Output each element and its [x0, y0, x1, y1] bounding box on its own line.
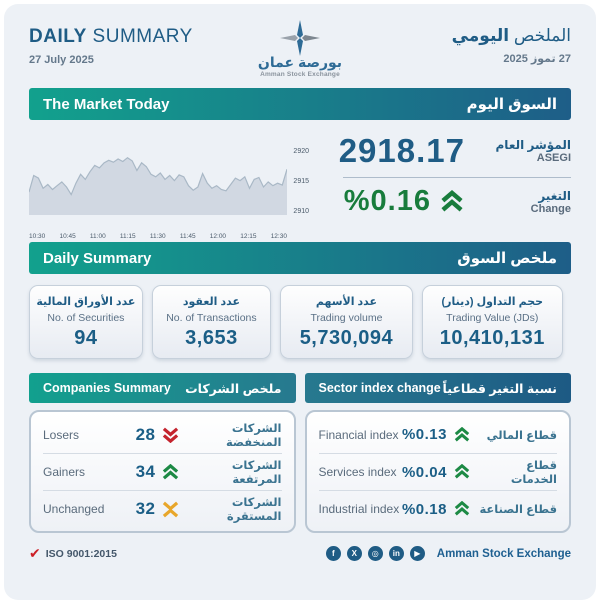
index-chart: [29, 140, 309, 240]
stat-card-value: [422, 285, 563, 359]
change-value: %0.16: [343, 185, 431, 217]
checkmark-icon: ✔: [29, 545, 41, 561]
y-tick: 2920: [293, 148, 309, 155]
header: [4, 4, 596, 78]
unchanged-chevrons-icon: [161, 501, 180, 518]
market-today-title-en: The Market Today: [43, 95, 170, 113]
companies-summary-title-ar: ملخص الشركات: [185, 381, 282, 396]
stat-label-en: No. of Securities: [47, 312, 125, 324]
stat-value: 5,730,094: [299, 327, 394, 349]
row-value: 34: [135, 462, 156, 481]
footer-social: [326, 546, 571, 561]
sector-index-section: [305, 373, 572, 533]
row-label-ar: الشركات المنخفضة: [225, 422, 282, 449]
row-label-en: Financial index: [318, 427, 399, 442]
double-chevron-up-icon: [453, 501, 471, 517]
stat-card-securities: [29, 285, 143, 359]
market-today-section: [4, 120, 596, 242]
row-label-ar: قطاع الصناعة: [479, 504, 557, 516]
double-chevron-up-icon: [161, 464, 180, 481]
row-label-en: Gainers: [43, 465, 86, 479]
linkedin-icon[interactable]: in: [389, 546, 404, 561]
logo-name-english: Amman Stock Exchange: [260, 71, 340, 78]
losers-row: [43, 416, 282, 453]
stat-value: 3,653: [185, 327, 238, 349]
companies-summary-title-en: Companies Summary: [43, 381, 171, 395]
row-value: %0.04: [401, 463, 447, 481]
sector-index-panel: [305, 410, 572, 533]
iso-label: ISO 9001:2015: [45, 547, 117, 560]
stat-label-en: Trading Value (JDs): [446, 312, 539, 324]
page-title-ar-normal: الملخص: [509, 26, 571, 45]
row-label-en: Services index: [318, 465, 397, 479]
gainers-row: [43, 453, 282, 490]
youtube-icon[interactable]: ▶: [410, 546, 425, 561]
double-chevron-up-icon: [453, 464, 471, 480]
row-label-en: Losers: [43, 427, 80, 442]
divider: [343, 177, 571, 178]
page-title-en-rest: SUMMARY: [86, 26, 193, 47]
stat-value: 94: [74, 327, 98, 349]
x-tick: 12:15: [240, 233, 257, 240]
row-value: 28: [135, 424, 156, 444]
index-summary: [309, 132, 571, 232]
companies-summary-panel: [29, 410, 296, 533]
page-title-en-bold: DAILY: [29, 26, 87, 47]
date-en: 27 July 2025: [29, 54, 94, 66]
change-label-en: Change: [530, 202, 571, 215]
companies-summary-banner: [29, 373, 296, 403]
double-chevron-down-icon: [161, 426, 180, 443]
index-area-chart: [29, 145, 287, 219]
stat-value: 10,410,131: [439, 327, 545, 349]
row-value: 32: [135, 499, 156, 518]
footer-brand: Amman Stock Exchange: [436, 547, 571, 560]
sector-index-title-ar: نسبة التغير قطاعياً: [442, 381, 557, 396]
page-title-ar: [386, 26, 571, 46]
stat-label-ar: عدد الأوراق المالية: [36, 296, 136, 308]
ase-logo: [240, 20, 360, 78]
iso-badge: [29, 545, 117, 562]
financial-index-row: [319, 416, 558, 453]
index-label-ar: المؤشر العام: [495, 138, 571, 152]
page-title-en: [29, 26, 214, 48]
x-twitter-icon[interactable]: X: [347, 546, 362, 561]
stat-label-en: No. of Transactions: [166, 312, 257, 324]
y-tick: 2915: [293, 178, 309, 185]
sector-index-title-en: Sector index change: [318, 381, 441, 395]
header-left: [29, 26, 214, 66]
row-value: %0.18: [401, 500, 447, 518]
daily-summary-page: [4, 4, 596, 600]
row-value: %0.13: [401, 426, 447, 443]
stat-label-ar: حجم التداول (دينار): [441, 296, 544, 308]
index-label-en: ASEGI: [536, 152, 571, 164]
stat-card-volume: [280, 285, 413, 359]
daily-summary-title-ar: ملخص السوق: [457, 250, 557, 267]
facebook-icon[interactable]: f: [326, 546, 341, 561]
page-title-ar-bold: اليومي: [451, 26, 510, 45]
services-index-row: [319, 453, 558, 490]
logo-name-arabic: بورصة عمان: [257, 54, 343, 70]
row-label-ar: الشركات المرتفعة: [231, 460, 282, 486]
stats-row: [29, 285, 571, 359]
x-tick: 12:00: [209, 233, 227, 240]
chart-y-axis: [289, 140, 309, 218]
header-right: [386, 26, 571, 65]
chart-x-axis: [29, 233, 287, 240]
stat-label-ar: عدد الأسهم: [315, 296, 378, 308]
daily-summary-title-en: Daily Summary: [43, 249, 152, 267]
market-today-banner: [29, 88, 571, 120]
change-label-ar: التغير: [538, 188, 571, 203]
market-today-title-ar: السوق اليوم: [466, 96, 557, 113]
industrial-index-row: [319, 490, 558, 527]
unchanged-row: [43, 490, 282, 527]
double-chevron-up-icon: [453, 427, 471, 443]
date-ar: 27 تموز 2025: [503, 53, 571, 65]
footer: [29, 545, 571, 562]
double-chevron-up-icon: [439, 190, 465, 214]
ase-star-icon: [280, 20, 320, 56]
row-label-ar: الشركات المستقرة: [226, 497, 282, 523]
x-tick: 10:45: [59, 233, 76, 240]
sector-index-banner: [305, 373, 572, 403]
index-value: 2918.17: [338, 132, 465, 169]
x-tick: 10:30: [29, 233, 46, 240]
x-tick: 11:15: [119, 233, 136, 240]
x-tick: 11:30: [149, 233, 166, 240]
x-tick: 11:00: [89, 233, 106, 240]
index-change: [344, 185, 465, 218]
instagram-icon[interactable]: ◎: [368, 546, 383, 561]
row-label-en: Industrial index: [318, 502, 400, 516]
stat-card-transactions: [152, 285, 271, 359]
stat-label-en: Trading volume: [310, 312, 383, 324]
x-tick: 12:30: [270, 233, 287, 240]
x-tick: 11:45: [179, 233, 196, 240]
row-label-ar: قطاع الخدمات: [510, 460, 557, 486]
stat-label-ar: عدد العقود: [182, 296, 240, 308]
y-tick: 2910: [293, 208, 309, 215]
row-label-ar: قطاع المالي: [486, 429, 557, 442]
daily-summary-banner: [29, 242, 571, 274]
row-label-en: Unchanged: [43, 502, 105, 516]
companies-summary-section: [29, 373, 296, 533]
